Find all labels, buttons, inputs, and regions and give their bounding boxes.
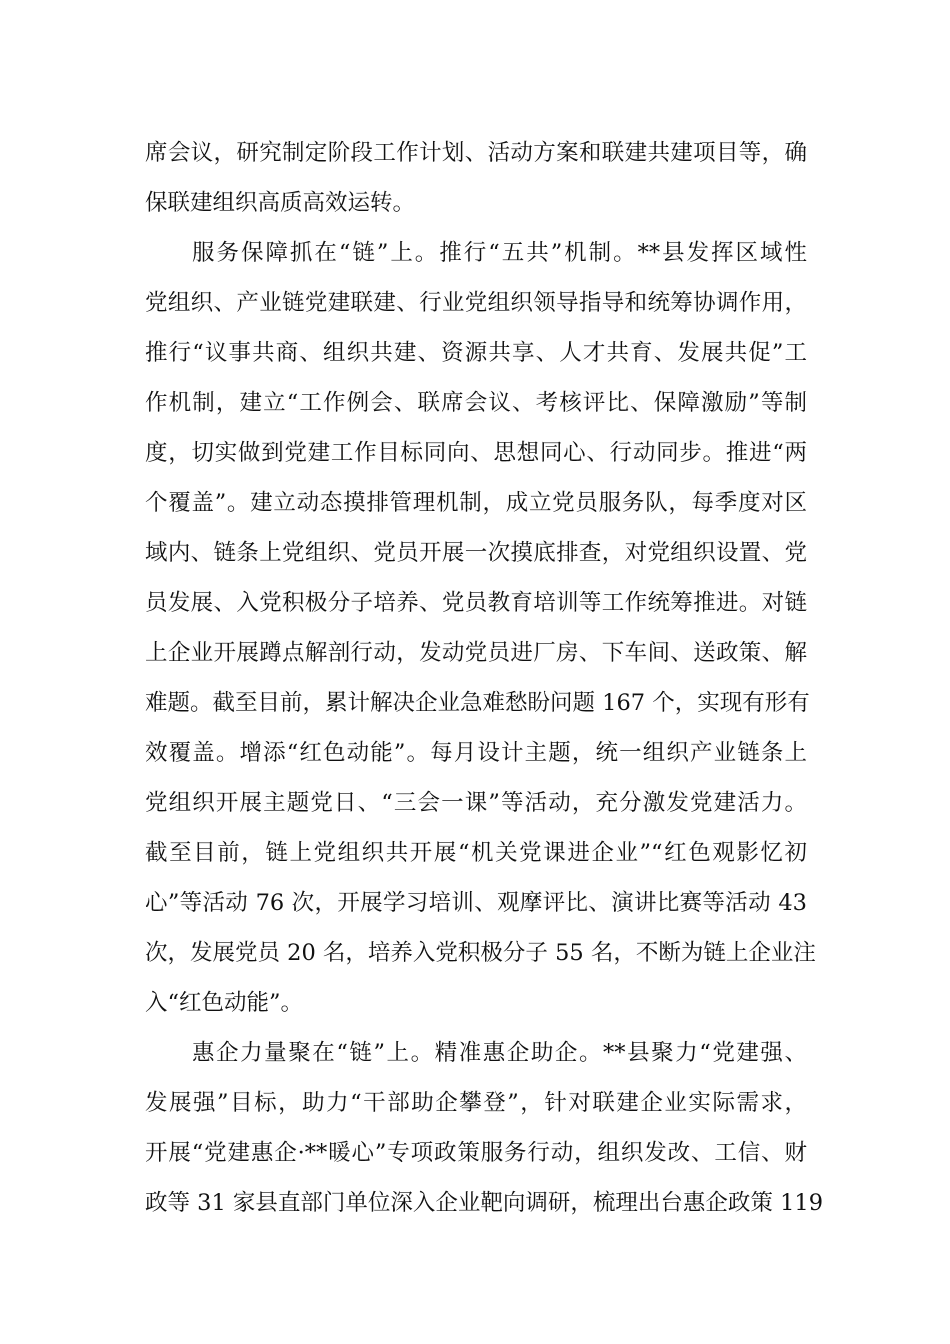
text-line: 上企业开展蹲点解剖行动，发动党员进厂房、下车间、送政策、解	[145, 640, 807, 666]
text-line: 域内、链条上党组织、党员开展一次摸底排查，对党组织设置、党	[145, 540, 807, 566]
text-line: 保联建组织高质高效运转。	[145, 190, 416, 216]
text-line: 次，发展党员 20 名，培养入党积极分子 55 名，不断为链上企业注	[145, 940, 816, 966]
text-line: 党组织开展主题党日、“三会一课”等活动，充分激发党建活力。	[145, 790, 807, 816]
text-line: 席会议，研究制定阶段工作计划、活动方案和联建共建项目等，确	[145, 140, 807, 166]
text-line: 入“红色动能”。	[145, 990, 304, 1016]
text-line: 党组织、产业链党建联建、行业党组织领导指导和统筹协调作用，	[145, 290, 807, 316]
text-line: 难题。截至目前，累计解决企业急难愁盼问题 167 个，实现有形有	[145, 690, 810, 716]
text-line: 截至目前，链上党组织共开展“机关党课进企业”“红色观影忆初	[145, 840, 807, 866]
text-line: 开展“党建惠企·**暖心”专项政策服务行动，组织发改、工信、财	[145, 1140, 807, 1166]
paragraph-start-line: 惠企力量聚在“链”上。精准惠企助企。**县聚力“党建强、	[192, 1040, 807, 1066]
text-line: 心”等活动 76 次，开展学习培训、观摩评比、演讲比赛等活动 43	[145, 890, 807, 916]
text-line: 作机制，建立“工作例会、联席会议、考核评比、保障激励”等制	[145, 390, 807, 416]
text-line: 员发展、入党积极分子培养、党员教育培训等工作统筹推进。对链	[145, 590, 807, 616]
text-line: 度，切实做到党建工作目标同向、思想同心、行动同步。推进“两	[145, 440, 807, 466]
text-line: 政等 31 家县直部门单位深入企业靶向调研，梳理出台惠企政策 119	[145, 1190, 824, 1216]
text-line: 效覆盖。增添“红色动能”。每月设计主题，统一组织产业链条上	[145, 740, 807, 766]
paragraph-start-line: 服务保障抓在“链”上。推行“五共”机制。**县发挥区域性	[192, 240, 807, 266]
text-line: 推行“议事共商、组织共建、资源共享、人才共育、发展共促”工	[145, 340, 807, 366]
text-line: 发展强”目标，助力“干部助企攀登”，针对联建企业实际需求，	[145, 1090, 807, 1116]
text-line: 个覆盖”。建立动态摸排管理机制，成立党员服务队，每季度对区	[145, 490, 807, 516]
